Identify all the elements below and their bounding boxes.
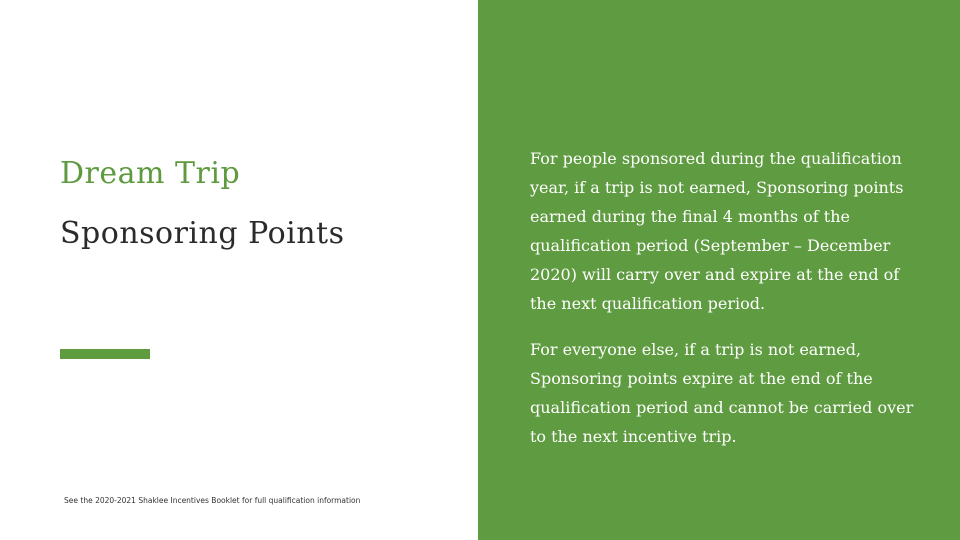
- paragraph-sponsored: For people sponsored during the qualification year, if a trip is not earned, Sponsoring points earned during the final 4 months of the qualification period (September – December 2020) will carry over and expire at the end of the next qualification period.: [530, 149, 904, 313]
- accent-bar: [60, 349, 150, 359]
- right-panel: [478, 0, 960, 540]
- left-panel: [0, 0, 478, 540]
- paragraph-everyone-else: For everyone else, if a trip is not earned, Sponsoring points expire at the end of the qualification period and cannot be carried over to the next incentive trip.: [530, 340, 914, 446]
- title-dream-trip: Dream Trip: [60, 156, 241, 191]
- body-text: [530, 144, 920, 468]
- title-sponsoring-points: Sponsoring Points: [60, 216, 345, 251]
- footnote: See the 2020-2021 Shaklee Incentives Booklet for full qualification information: [64, 496, 361, 505]
